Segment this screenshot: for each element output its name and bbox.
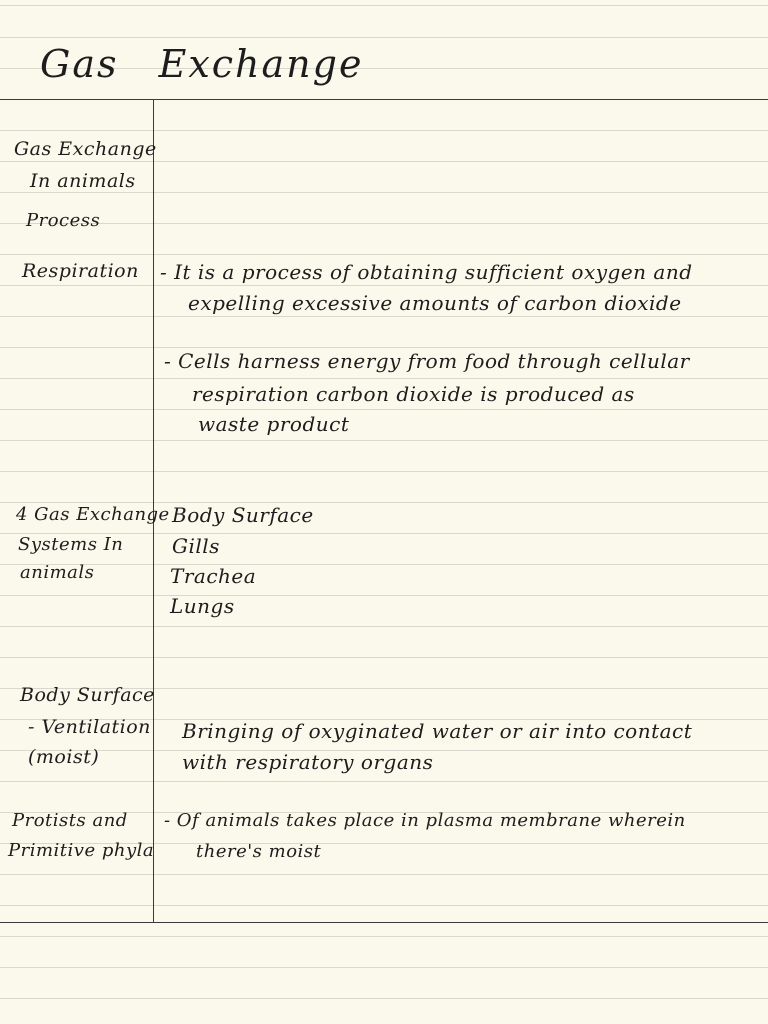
cue-systems-in: Systems In bbox=[18, 534, 124, 555]
cue-gas-exchange-systems: 4 Gas Exchange bbox=[16, 504, 170, 525]
note-ventilation-line-1: Bringing of oxyginated water or air into contact bbox=[182, 719, 693, 743]
system-item: Lungs bbox=[170, 594, 235, 618]
cue-body-surface: Body Surface bbox=[20, 684, 155, 706]
note-respiration-line-1: - It is a process of obtaining sufficient oxygen and bbox=[160, 260, 693, 284]
summary-divider bbox=[0, 922, 768, 923]
system-item: Trachea bbox=[170, 564, 257, 588]
note-cells-line-2: respiration carbon dioxide is produced as bbox=[192, 382, 635, 406]
cue-animals: animals bbox=[20, 562, 95, 583]
system-item: Body Surface bbox=[172, 503, 314, 527]
cue-moist: (moist) bbox=[28, 746, 100, 768]
cue-protists: Protists and bbox=[12, 810, 128, 831]
cue-in-animals: In animals bbox=[30, 170, 136, 192]
page-title: Gas Exchange bbox=[40, 42, 364, 86]
cue-primitive-phyla: Primitive phyla bbox=[8, 840, 155, 861]
note-cells-line-3: waste product bbox=[198, 412, 350, 436]
cue-process: Process bbox=[26, 210, 101, 231]
cue-respiration: Respiration bbox=[22, 260, 139, 282]
cue-ventilation: - Ventilation bbox=[28, 716, 151, 738]
note-protists-line-1: - Of animals takes place in plasma membrane wherein bbox=[164, 810, 686, 831]
header-divider bbox=[0, 99, 768, 100]
note-ventilation-line-2: with respiratory organs bbox=[182, 750, 434, 774]
note-protists-line-2: there's moist bbox=[196, 841, 322, 862]
cue-gas-exchange: Gas Exchange bbox=[14, 138, 157, 160]
note-respiration-line-2: expelling excessive amounts of carbon dioxide bbox=[188, 291, 682, 315]
note-cells-line-1: - Cells harness energy from food through cellular bbox=[164, 349, 690, 373]
system-item: Gills bbox=[172, 534, 220, 558]
